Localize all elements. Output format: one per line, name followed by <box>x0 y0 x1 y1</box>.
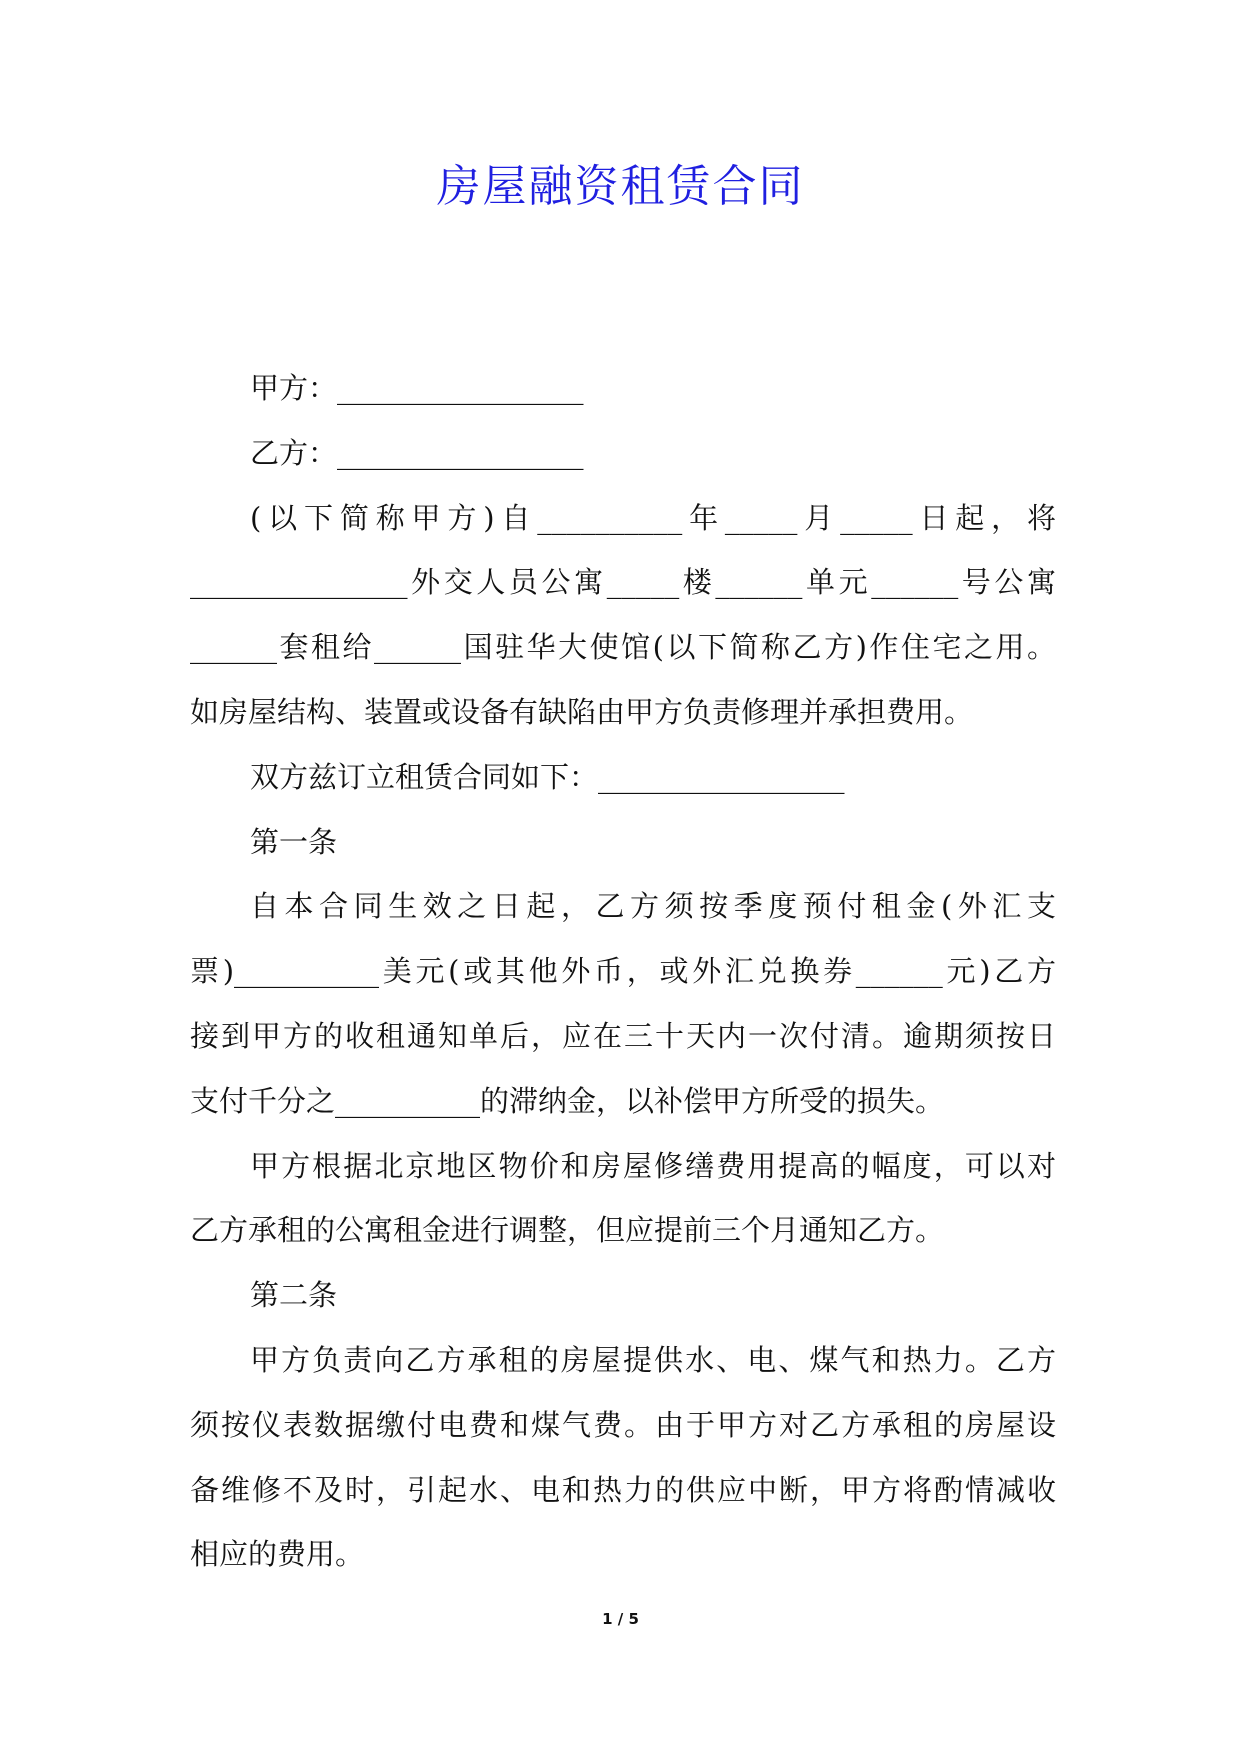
paragraph-line: (以下简称甲方)自__________年_____月_____日起，将 <box>250 500 1056 535</box>
paragraph-line: 乙方承租的公寓租金进行调整，但应提前三个月通知乙方。 <box>190 1213 945 1248</box>
page-number: 1 / 5 <box>602 1610 639 1628</box>
paragraph-line: 接到甲方的收租通知单后，应在三十天内一次付清。逾期须按日 <box>190 1018 1056 1053</box>
paragraph-line: ______套租给______国驻华大使馆(以下简称乙方)作住宅之用。 <box>190 630 1056 665</box>
paragraph-line: 相应的费用。 <box>190 1537 365 1572</box>
paragraph-line: 备维修不及时，引起水、电和热力的供应中断，甲方将酌情减收 <box>190 1472 1056 1507</box>
paragraph-line: 甲方根据北京地区物价和房屋修缮费用提高的幅度，可以对 <box>250 1148 1056 1183</box>
article-two-heading: 第二条 <box>250 1278 338 1313</box>
document-body <box>190 356 1056 1587</box>
paragraph-line: 须按仪表数据缴付电费和煤气费。由于甲方对乙方承租的房屋设 <box>190 1407 1056 1442</box>
paragraph-line: 票)__________美元(或其他外币，或外汇兑换券______元)乙方 <box>190 954 1056 989</box>
paragraph-line: 自本合同生效之日起，乙方须按季度预付租金(外汇支 <box>250 889 1056 924</box>
document-title: 房屋融资租赁合同 <box>436 161 805 212</box>
party-b-line: 乙方：_________________ <box>250 435 584 470</box>
paragraph-line: _______________外交人员公寓_____楼______单元______号公寓 <box>190 565 1056 600</box>
agreement-line: 双方兹订立租赁合同如下：_________________ <box>250 759 845 794</box>
paragraph-line: 甲方负责向乙方承租的房屋提供水、电、煤气和热力。乙方 <box>250 1342 1056 1377</box>
paragraph-line: 如房屋结构、装置或设备有缺陷由甲方负责修理并承担费用。 <box>190 694 974 729</box>
article-one-heading: 第一条 <box>250 824 338 859</box>
party-a-line: 甲方：_________________ <box>250 371 584 405</box>
paragraph-line: 支付千分之__________的滞纳金，以补偿甲方所受的损失。 <box>190 1083 945 1118</box>
